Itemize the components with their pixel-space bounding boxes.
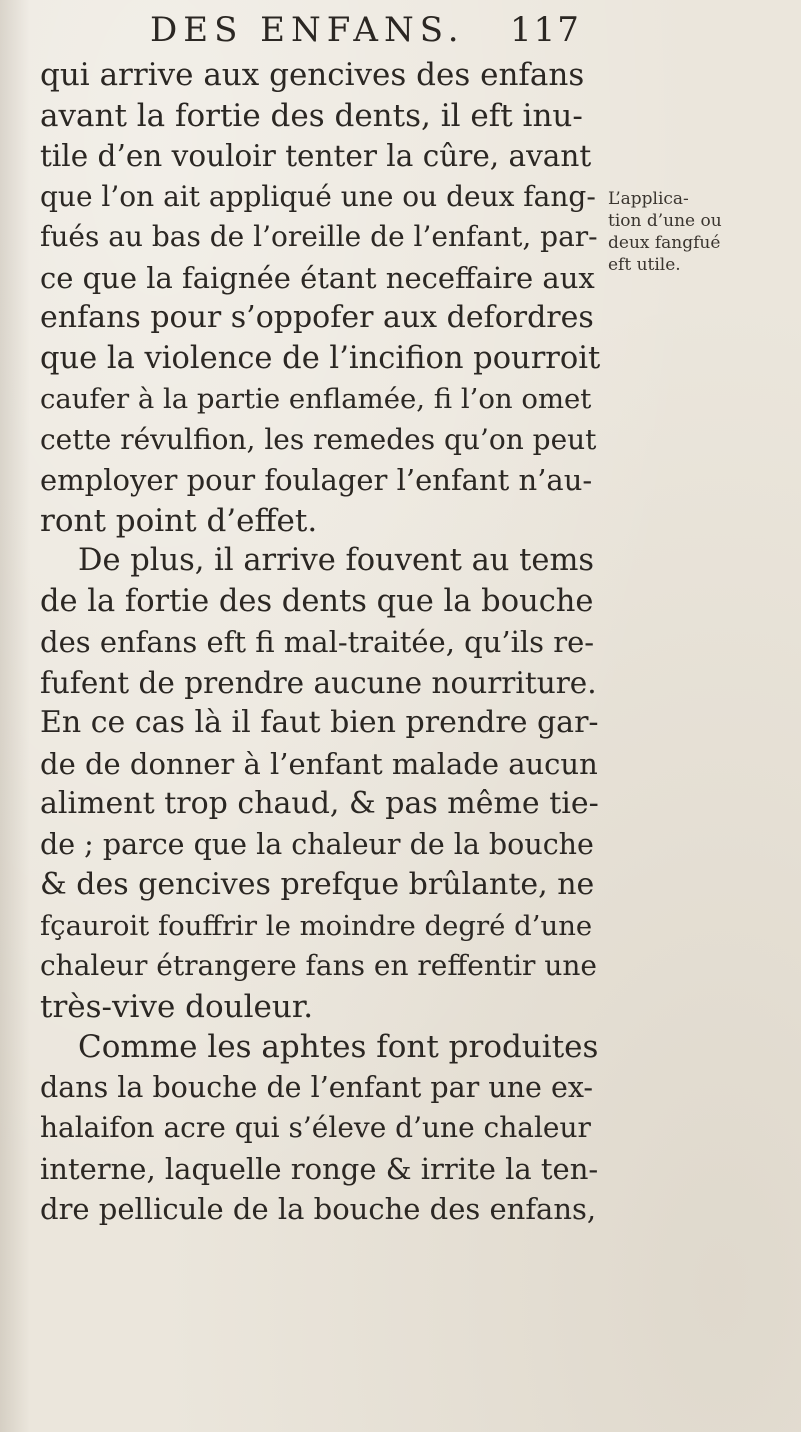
text-line: enfans pour s’oppofer aux defordres: [40, 300, 594, 335]
text-line: dans la bouche de l’enfant par une ex-: [40, 1070, 594, 1104]
running-title: DES ENFANS.: [150, 10, 465, 50]
text-line: cette révulfion, les remedes qu’on peut: [40, 422, 597, 456]
text-line: De plus, il arrive fouvent au tems: [78, 543, 595, 578]
page-number: 117: [510, 10, 581, 50]
page-fold-shadow: [0, 0, 30, 1432]
margin-note: [608, 188, 798, 276]
text-line: halaifon acre qui s’éleve d’une chaleur: [40, 1111, 591, 1144]
text-line: qui arrive aux gencives des enfans: [40, 57, 585, 93]
text-line: ront point d’effet.: [40, 502, 318, 539]
text-line: aliment trop chaud, & pas même tie-: [40, 786, 599, 821]
running-head: [150, 10, 590, 60]
margin-note-line: L’applica-: [608, 189, 689, 209]
text-line: En ce cas là il faut bien prendre gar-: [40, 705, 599, 740]
text-line: & des gencives prefque brûlante, ne: [40, 867, 595, 902]
margin-note-line: deux fangfué: [608, 233, 721, 253]
text-line: ce que la faignée étant neceffaire aux: [40, 260, 595, 295]
text-line: de ; parce que la chaleur de la bouche: [40, 827, 594, 861]
text-line: de la fortie des dents que la bouche: [40, 583, 594, 619]
text-line: que l’on ait appliqué une ou deux fang-: [40, 179, 596, 213]
text-line: fufent de prendre aucune nourriture.: [40, 665, 597, 700]
text-line: Comme les aphtes font produites: [78, 1029, 599, 1065]
text-line: des enfans eft fi mal-traitée, qu’ils re-: [40, 625, 595, 659]
text-line: de de donner à l’enfant malade aucun: [40, 746, 598, 781]
text-line: dre pellicule de la bouche des enfans,: [40, 1192, 597, 1226]
text-line: avant la fortie des dents, il eft inu-: [40, 97, 583, 134]
text-line: que la violence de l’incifion pourroit: [40, 340, 601, 376]
text-line: interne, laquelle ronge & irrite la ten-: [40, 1151, 599, 1186]
text-line: fués au bas de l’oreille de l’enfant, par-: [40, 220, 598, 253]
margin-note-line: eft utile.: [608, 255, 681, 275]
text-line: tile d’en vouloir tenter la cûre, avant: [40, 139, 592, 173]
text-line: employer pour foulager l’enfant n’au-: [40, 463, 593, 497]
text-line: chaleur étrangere fans en reffentir une: [40, 949, 597, 982]
margin-note-line: tion d’une ou: [608, 211, 722, 231]
body-text: [40, 55, 600, 1230]
text-line: très-vive douleur.: [40, 988, 314, 1025]
text-line: caufer à la partie enflamée, fi l’on omet: [40, 383, 592, 415]
text-line: fçauroit fouffrir le moindre degré d’une: [40, 909, 593, 942]
